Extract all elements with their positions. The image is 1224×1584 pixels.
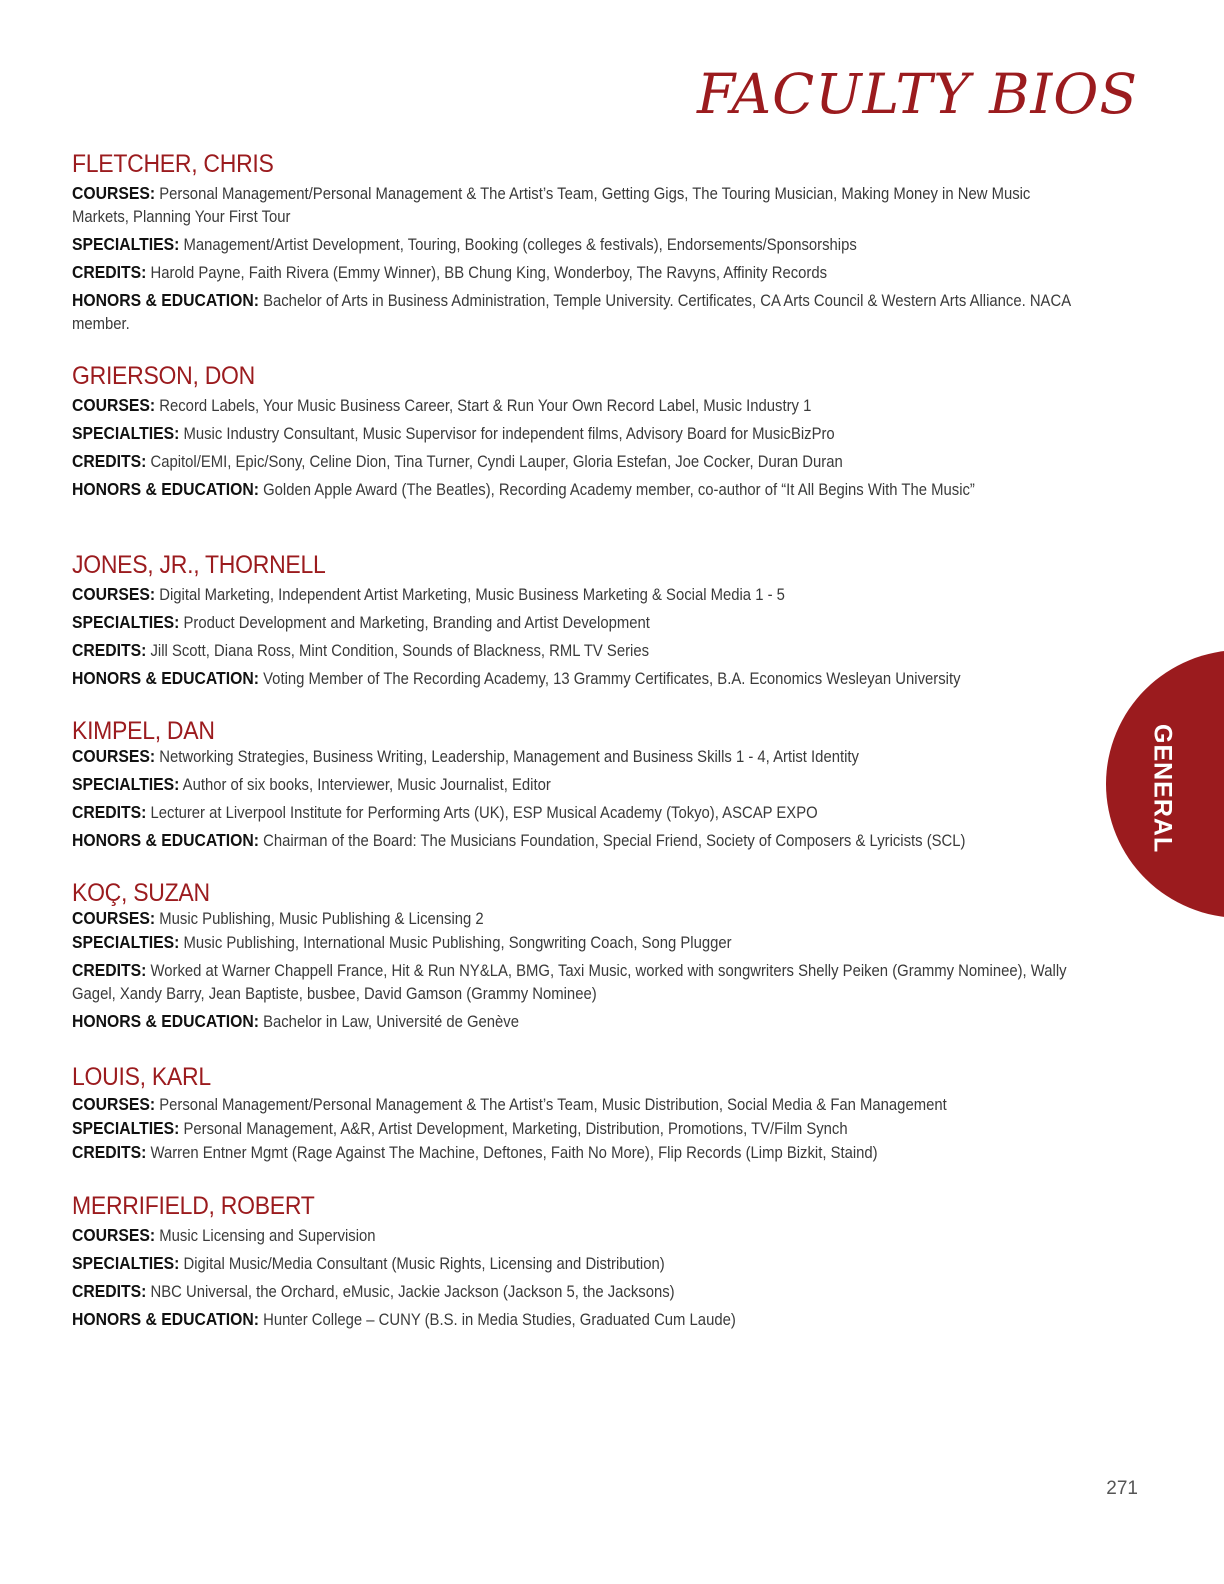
faculty-name: LOUIS, KARL bbox=[72, 1063, 211, 1091]
credits-label: CREDITS: bbox=[72, 640, 147, 660]
specialties-label: SPECIALTIES: bbox=[72, 234, 180, 254]
courses-text: Record Labels, Your Music Business Career, Start & Run Your Own Record Label, Music Industry 1 bbox=[159, 397, 812, 415]
credits-line bbox=[72, 959, 1071, 1006]
courses-text: Personal Management/Personal Management & The Artist’s Team, Getting Gigs, The Touring Musician, Making Money in New Music Markets, Planning Your First Tour bbox=[72, 185, 1031, 226]
courses-label: COURSES: bbox=[72, 1094, 156, 1114]
specialties-line bbox=[72, 1117, 1071, 1141]
courses-text: Music Publishing, Music Publishing & Licensing 2 bbox=[159, 910, 484, 928]
courses-label: COURSES: bbox=[72, 908, 156, 928]
faculty-name: JONES, JR., THORNELL bbox=[72, 551, 326, 579]
specialties-text: Personal Management, A&R, Artist Development, Marketing, Distribution, Promotions, TV/Film Synch bbox=[183, 1120, 848, 1138]
bio-entry bbox=[72, 362, 1072, 506]
specialties-text: Digital Music/Media Consultant (Music Rights, Licensing and Distribution) bbox=[183, 1255, 665, 1273]
page-number: 271 bbox=[1106, 1478, 1138, 1499]
section-tab-label: GENERAL bbox=[1148, 724, 1177, 854]
honors-text: Chairman of the Board: The Musicians Foundation, Special Friend, Society of Composers & Lyricists (SCL) bbox=[263, 832, 966, 850]
specialties-text: Music Industry Consultant, Music Supervisor for independent films, Advisory Board for MusicBizPro bbox=[183, 425, 835, 443]
credits-label: CREDITS: bbox=[72, 1142, 147, 1162]
specialties-text: Product Development and Marketing, Branding and Artist Development bbox=[183, 614, 650, 632]
credits-line bbox=[72, 801, 1071, 825]
specialties-text: Management/Artist Development, Touring, Booking (colleges & festivals), Endorsements/Sponsorships bbox=[183, 236, 857, 254]
honors-line bbox=[72, 829, 1071, 853]
courses-line bbox=[72, 182, 1071, 229]
honors-line bbox=[72, 1308, 1071, 1332]
specialties-line bbox=[72, 233, 1071, 257]
honors-label: HONORS & EDUCATION: bbox=[72, 1011, 259, 1031]
honors-line bbox=[72, 1010, 1071, 1034]
credits-label: CREDITS: bbox=[72, 802, 147, 822]
specialties-line bbox=[72, 422, 1071, 446]
courses-line bbox=[72, 583, 1071, 607]
courses-label: COURSES: bbox=[72, 746, 156, 766]
faculty-name: FLETCHER, CHRIS bbox=[72, 150, 274, 178]
courses-line bbox=[72, 745, 1071, 769]
courses-text: Music Licensing and Supervision bbox=[159, 1227, 376, 1245]
credits-label: CREDITS: bbox=[72, 451, 147, 471]
credits-text: Jill Scott, Diana Ross, Mint Condition, Sounds of Blackness, RML TV Series bbox=[150, 642, 650, 660]
honors-text: Voting Member of The Recording Academy, 13 Grammy Certificates, B.A. Economics Wesleyan University bbox=[263, 670, 961, 688]
credits-text: Worked at Warner Chappell France, Hit & Run NY&LA, BMG, Taxi Music, worked with songwriters Shelly Peiken (Grammy Nominee), Wally Gagel, Xandy Barry, Jean Baptiste, busbee, David Gamson (Grammy Nominee) bbox=[72, 962, 1067, 1003]
honors-line bbox=[72, 478, 1071, 502]
bio-entry bbox=[72, 150, 1072, 340]
credits-line bbox=[72, 639, 1071, 663]
credits-label: CREDITS: bbox=[72, 960, 147, 980]
courses-label: COURSES: bbox=[72, 584, 156, 604]
courses-line bbox=[72, 1224, 1071, 1248]
courses-line bbox=[72, 394, 1071, 418]
credits-text: Lecturer at Liverpool Institute for Performing Arts (UK), ESP Musical Academy (Tokyo), ASCAP EXPO bbox=[150, 804, 818, 822]
specialties-line bbox=[72, 773, 1071, 797]
credits-line bbox=[72, 261, 1071, 285]
faculty-name: MERRIFIELD, ROBERT bbox=[72, 1192, 315, 1220]
honors-label: HONORS & EDUCATION: bbox=[72, 479, 259, 499]
credits-text: NBC Universal, the Orchard, eMusic, Jackie Jackson (Jackson 5, the Jacksons) bbox=[150, 1283, 675, 1301]
faculty-name: KOÇ, SUZAN bbox=[72, 879, 210, 907]
honors-line bbox=[72, 667, 1071, 691]
honors-label: HONORS & EDUCATION: bbox=[72, 830, 259, 850]
faculty-name: GRIERSON, DON bbox=[72, 362, 255, 390]
bio-entry bbox=[72, 551, 1072, 695]
specialties-text: Music Publishing, International Music Publishing, Songwriting Coach, Song Plugger bbox=[183, 934, 732, 952]
credits-text: Warren Entner Mgmt (Rage Against The Machine, Deftones, Faith No More), Flip Records (Limp Bizkit, Staind) bbox=[150, 1144, 878, 1162]
bio-entry bbox=[72, 717, 1072, 857]
bio-entry bbox=[72, 879, 1072, 1038]
specialties-line bbox=[72, 931, 1071, 955]
honors-label: HONORS & EDUCATION: bbox=[72, 1309, 259, 1329]
courses-label: COURSES: bbox=[72, 183, 156, 203]
courses-label: COURSES: bbox=[72, 1225, 156, 1245]
credits-label: CREDITS: bbox=[72, 262, 147, 282]
credits-label: CREDITS: bbox=[72, 1281, 147, 1301]
honors-label: HONORS & EDUCATION: bbox=[72, 668, 259, 688]
courses-line bbox=[72, 907, 1071, 931]
specialties-label: SPECIALTIES: bbox=[72, 612, 180, 632]
specialties-label: SPECIALTIES: bbox=[72, 1253, 180, 1273]
specialties-text: Author of six books, Interviewer, Music Journalist, Editor bbox=[182, 776, 551, 794]
credits-line bbox=[72, 450, 1071, 474]
credits-text: Harold Payne, Faith Rivera (Emmy Winner), BB Chung King, Wonderboy, The Ravyns, Affinity Records bbox=[150, 264, 828, 282]
honors-line bbox=[72, 289, 1071, 336]
honors-text: Bachelor in Law, Université de Genève bbox=[263, 1013, 519, 1031]
page-title: FACULTY BIOS bbox=[697, 62, 1138, 126]
specialties-label: SPECIALTIES: bbox=[72, 1118, 180, 1138]
specialties-label: SPECIALTIES: bbox=[72, 423, 180, 443]
honors-label: HONORS & EDUCATION: bbox=[72, 290, 259, 310]
bio-entry bbox=[72, 1192, 1072, 1336]
credits-text: Capitol/EMI, Epic/Sony, Celine Dion, Tina Turner, Cyndi Lauper, Gloria Estefan, Joe Cocker, Duran Duran bbox=[150, 453, 843, 471]
credits-line bbox=[72, 1280, 1071, 1304]
honors-text: Bachelor of Arts in Business Administration, Temple University. Certificates, CA Arts Council & Western Arts Alliance. NACA member. bbox=[72, 292, 1071, 333]
courses-text: Networking Strategies, Business Writing, Leadership, Management and Business Skills 1 - 4, Artist Identity bbox=[159, 748, 859, 766]
bio-entry bbox=[72, 1063, 1072, 1165]
courses-label: COURSES: bbox=[72, 395, 156, 415]
credits-line bbox=[72, 1141, 1071, 1165]
specialties-line bbox=[72, 1252, 1071, 1276]
honors-text: Hunter College – CUNY (B.S. in Media Studies, Graduated Cum Laude) bbox=[263, 1311, 736, 1329]
faculty-name: KIMPEL, DAN bbox=[72, 717, 215, 745]
courses-text: Digital Marketing, Independent Artist Marketing, Music Business Marketing & Social Media 1 - 5 bbox=[159, 586, 785, 604]
courses-line bbox=[72, 1093, 1071, 1117]
specialties-label: SPECIALTIES: bbox=[72, 932, 180, 952]
courses-text: Personal Management/Personal Management & The Artist’s Team, Music Distribution, Social Media & Fan Management bbox=[159, 1096, 947, 1114]
specialties-line bbox=[72, 611, 1071, 635]
specialties-label: SPECIALTIES: bbox=[72, 774, 180, 794]
honors-text: Golden Apple Award (The Beatles), Recording Academy member, co-author of “It All Begins With The Music” bbox=[263, 481, 975, 499]
